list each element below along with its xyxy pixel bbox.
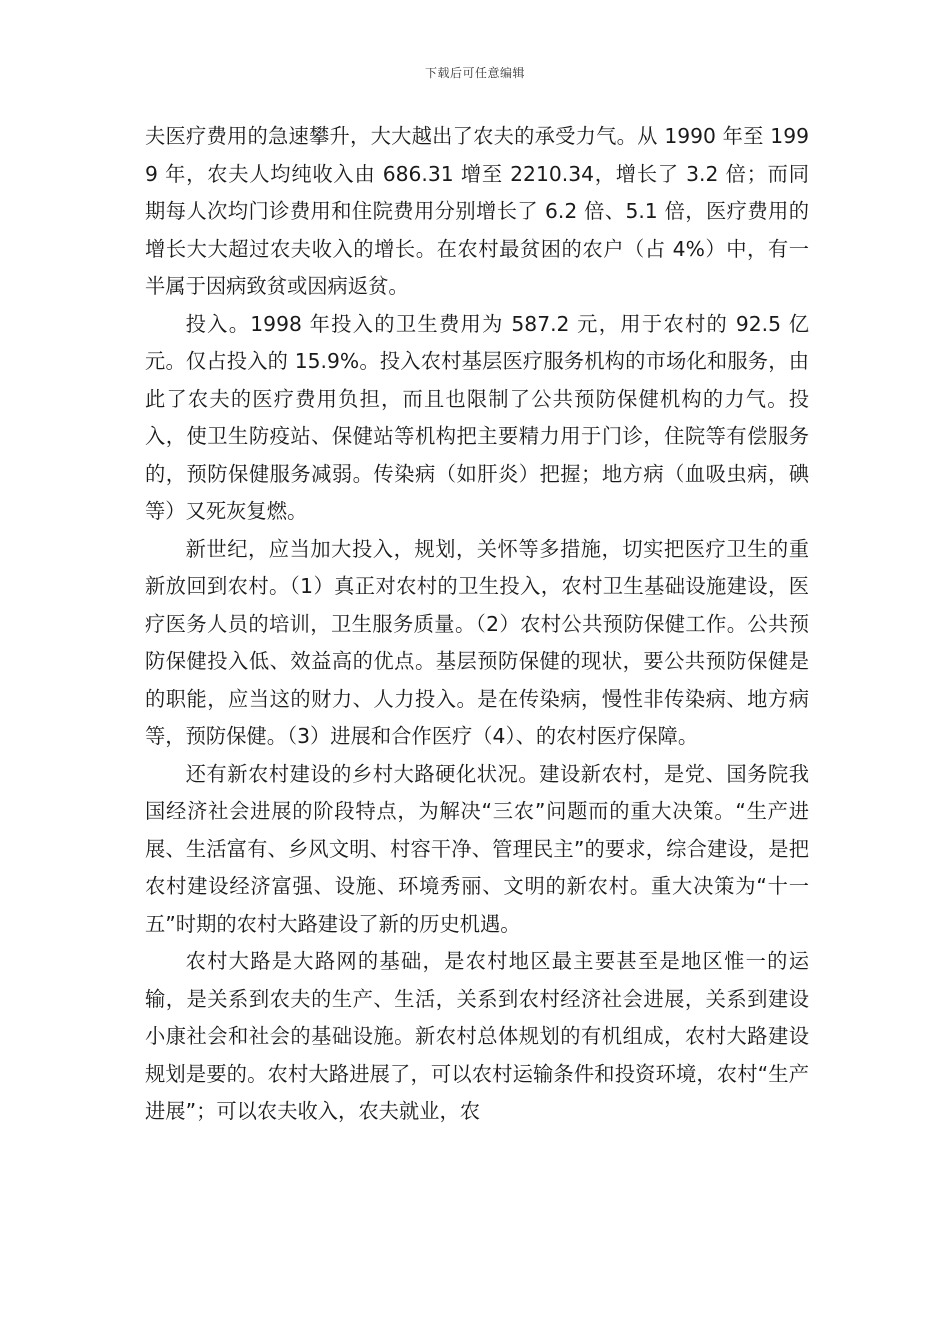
paragraph-2: 投入。1998 年投入的卫生费用为 587.2 元，用于农村的 92.5 亿元。仅占投入的 15.9%。投入农村基层医疗服务机构的市场化和服务，由此了农夫的医疗费用负担，而且也限制了公共预防保健机构的力气。投入，使卫生防疫站、保健站等机构把主要精力用于门诊，住院等有偿服务的，预防保健服务减弱。传染病（如肝炎）把握；地方病（血吸虫病，碘等）又死灰复燃。 [145, 311, 809, 523]
paragraph-1: 夫医疗费用的急速攀升，大大越出了农夫的承受力气。从 1990 年至 1999 年，农夫人均纯收入由 686.31 增至 2210.34，增长了 3.2 倍；而同期每人次均门诊费用和住院费用分别增长了 6.2 倍、5.1 倍，医疗费用的增长大大超过农夫收入的增长。在农村最贫困的农户（占 4%）中，有一半属于因病致贫或因病返贫。 [145, 124, 809, 298]
paragraph-3: 新世纪，应当加大投入，规划，关怀等多措施，切实把医疗卫生的重新放回到农村。（1）真正对农村的卫生投入，农村卫生基础设施建设，医疗医务人员的培训，卫生服务质量。（2）农村公共预防保健工作。公共预防保健投入低、效益高的优点。基层预防保健的现状，要公共预防保健是的职能，应当这的财力、人力投入。是在传染病，慢性非传染病、地方病等，预防保健。（3）进展和合作医疗（4）、的农村医疗保障。 [145, 536, 809, 748]
paragraph-5: 农村大路是大路网的基础，是农村地区最主要甚至是地区惟一的运输，是关系到农夫的生产、生活，关系到农村经济社会进展，关系到建设小康社会和社会的基础设施。新农村总体规划的有机组成，农村大路建设规划是要的。农村大路进展了，可以农村运输条件和投资环境，农村“生产进展”；可以农夫收入，农夫就业，农 [145, 949, 809, 1123]
paragraph-4: 还有新农村建设的乡村大路硬化状况。建设新农村，是党、国务院我国经济社会进展的阶段特点，为解决“三农”问题而的重大决策。“生产进展、生活富有、乡风文明、村容干净、管理民主”的要求，综合建设，是把农村建设经济富强、设施、环境秀丽、文明的新农村。重大决策为“十一五”时期的农村大路建设了新的历史机遇。 [145, 761, 809, 936]
page-header-note: 下载后可任意编辑 [424, 66, 525, 80]
document-body [145, 118, 809, 1131]
